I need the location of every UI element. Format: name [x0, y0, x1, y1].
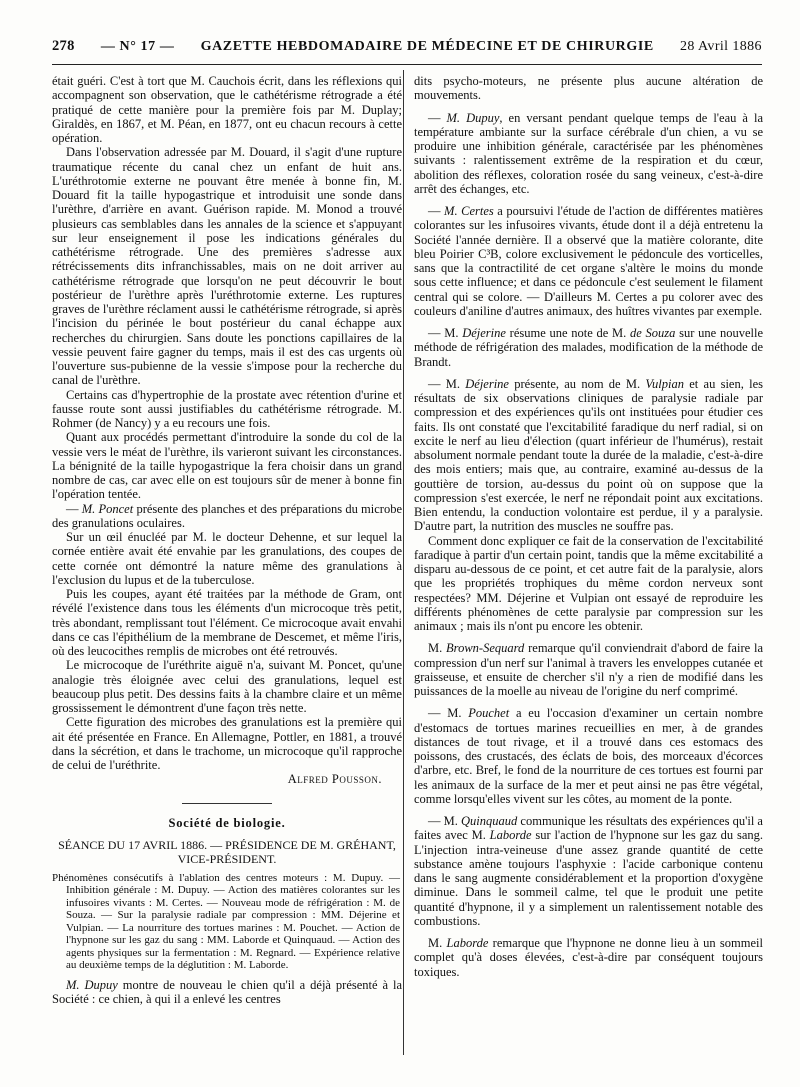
- issue-number: — N° 17 —: [100, 39, 175, 54]
- author-name: Vulpian: [645, 376, 684, 391]
- paragraph: [414, 204, 763, 318]
- author-name: Laborde: [446, 936, 489, 950]
- paragraph: Quant aux procédés permettant d'introduire la sonde du col de la vessie vers le méat de l'urèthre, ils varieront suivant les circonstances. La bénignité de la taille hypogastrique la fera choisir dans un grand nombre de cas, car avec elle on est toujours sûr de mener à bonne fin l'opération tentée.: [52, 430, 402, 502]
- paragraph: [414, 936, 763, 979]
- author-name: Déjerine: [462, 326, 506, 340]
- paragraph-text: communique les résultats des expériences qu'il a faites avec M.: [414, 814, 763, 843]
- paragraph: Cette figuration des microbes des granulations est la première qui ait été présentée en France. En Allemagne, Pottler, en 1881, a trouvé dans la sécrétion, et dans le trachome, un microcoque qu'il rapproche de celui de l'uréthrite.: [52, 715, 402, 772]
- section-title: Société de biologie.: [168, 815, 286, 830]
- paragraph: Sur un œil énucléé par M. le docteur Dehenne, et sur lequel la cornée entière avait été envahie par les granulations, des coupes de cette cornée ont démontré la nature même des granulations à l'exclusion du lupus et de la tuberculose.: [52, 530, 402, 587]
- paragraph: Le microcoque de l'uréthrite aiguë n'a, suivant M. Poncet, qu'une analogie très éloignée avec celui des granulations, lequel est beaucoup plus petit. Des dessins faits à la chambre claire et un même grossissement le démontrent d'une façon très nette.: [52, 658, 402, 715]
- header-rule: [52, 64, 762, 65]
- dash-prefix: — M.: [428, 706, 469, 721]
- page-number: 278: [52, 38, 75, 54]
- author-name: M. Dupuy: [446, 110, 500, 125]
- paragraph-text: résume une note de M.: [505, 326, 631, 340]
- paragraph-text: sur une nouvelle méthode de réfrigération des malades, modification de la méthode de Brandt.: [414, 326, 763, 369]
- paragraph-text: et au sien, les résultats de six observations cliniques de paralysie radiale par compression et des expériences qu'ils ont instituées pour étudier ces faits. Ils ont constaté que l'excitabilité faradique du nerf radial, si on excite le nerf au lieu d'élection (quart inférieur de l'humérus), restait absolument normale pendant toute la durée de la maladie, c'est-à-dire des mois entiers; mais que, au contraire, examiné au-dessus de la gouttière de torsion, au-dessus du point où on suppose que la compression s'est exercée, le nerf ne répondait point aux excitations. Bien entendu, la conduction volontaire est perdue, il y a paralysie. D'autre part, la nutrition des muscles ne souffre pas.: [414, 376, 763, 534]
- paragraph: [414, 641, 763, 698]
- sommaire: Phénomènes consécutifs à l'ablation des centres moteurs : M. Dupuy. — Inhibition générale : M. Dupuy. — Action des matières colorantes sur les infusoires vivants : M. Certes. — Nouveau mode de réfrigération : M. de Souza. — Sur la paralysie radiale par compression : MM. Déjerine et Vulpian. — La nourriture des tortues marines : M. Pouchet. — Action de l'hypnone sur les gaz du sang : MM. Laborde et Quinquaud. — Action des agents physiques sur la fermentation : M. Regnard. — Expérience relative au deuxième temps de la déglutition : M. Laborde.: [52, 871, 400, 972]
- author-name: Déjerine: [465, 376, 509, 391]
- author-name: M. Certes: [444, 204, 494, 218]
- author-signature: Alfred Pousson.: [287, 772, 382, 787]
- paragraph: [414, 814, 763, 928]
- paragraph-text: sur l'action de l'hypnone sur les gaz du sang. L'injection intra-veineuse d'une assez grande quantité de cette substance amène toujours l'asphyxie : l'acide carbonique contenu dans le sang augmente considérablement et la proportion d'oxygène diminue. Dans le sommeil calme, tel que le produit une petite quantité d'hypnone, il y a simplement un ralentissement notable des combustions.: [414, 828, 763, 928]
- dash-prefix: M.: [428, 641, 447, 656]
- paragraph: [52, 502, 402, 531]
- dash-prefix: —: [428, 110, 447, 125]
- author-name: Quinquaud: [461, 814, 518, 828]
- paragraph: [414, 111, 763, 197]
- author-name: M. Dupuy: [66, 977, 118, 992]
- signature: [52, 772, 382, 786]
- dash-prefix: —: [66, 501, 82, 516]
- dash-prefix: — M.: [428, 814, 462, 828]
- right-column: [414, 74, 763, 979]
- journal-title: GAZETTE HEBDOMADAIRE DE MÉDECINE ET DE CHIRURGIE: [200, 39, 654, 54]
- paragraph-text: présente des planches et des préparations du microbe des granulations oculaires.: [52, 501, 403, 530]
- paragraph-text: remarque que l'hypnone ne donne lieu à un sommeil complet qu'à doses élevées, c'est-à-dire par conséquent toujours toxiques.: [414, 936, 763, 979]
- paragraph-text: a poursuivi l'étude de l'action de différentes matières colorantes sur les infusoires vivants, étude dont il a déjà entretenu la Société l'année dernière. Il a observé que la matière colorante, dite bleu Poirier C³B, colore exclusivement le pédoncule des vorticelles, sans que la contractilité de cet organe s'altère le moins du monde sous cette influence; et dans ce pédoncule c'est seulement le filament central qui se colore. — D'ailleurs M. Certes a pu colorer avec des couleurs d'aniline d'autres animaux, des huîtres vivantes par exemple.: [414, 204, 763, 318]
- seance-heading: [52, 838, 402, 866]
- paragraph: Certains cas d'hypertrophie de la prostate avec rétention d'urine et fausse route sont aussi justifiables du cathétérisme rétrograde. M. Rohmer (de Nancy) y a eu recours une fois.: [52, 387, 402, 430]
- paragraph: [414, 706, 763, 806]
- author-name: Brown-Sequard: [446, 641, 525, 656]
- issue-date: 28 Avril 1886: [680, 39, 762, 54]
- seance-line: VICE-PRÉSIDENT.: [177, 851, 277, 866]
- seance-line: SÉANCE DU 17 AVRIL 1886. — PRÉSIDENCE DE M. GRÉHANT,: [58, 837, 396, 852]
- paragraph: [414, 377, 763, 534]
- section-divider: [182, 803, 272, 804]
- paragraph: Dans l'observation adressée par M. Douard, il s'agit d'une rupture traumatique récente du canal chez un enfant de huit ans. L'uréthrotomie externe ne pouvant être menée à bonne fin, M. Douard fit la taille hypogastrique et introduisit une sonde dans l'urèthre, d'arrière en avant. Guérison rapide. M. Monod a trouvé plusieurs cas semblables dans les annales de la science et s'appuyant sur leur enseignement il pose les indications générales du cathétérisme rétrograde. Une des premières s'adresse aux rétrécissements dits infranchissables, mais on ne doit arriver au cathétérisme rétrograde que lorsqu'on ne peut découvrir le bout postérieur de l'urèthre après l'uréthrotomie externe. Les ruptures graves de l'urèthre réclament aussi le cathétérisme rétrograde, si après l'incision du périnée le bout postérieur du canal échappe aux recherches du chirurgien. Sans doute les ponctions capillaires de la vessie peuvent faire gagner du temps, mais il est des cas urgents où l'ouverture sus-pubienne de la vessie s'impose pour la recherche du canal de l'urèthre.: [52, 145, 402, 388]
- paragraph: [414, 326, 763, 369]
- paragraph-text: montre de nouveau le chien qu'il a déjà présenté à la Société : ce chien, à qui il a enlevé les centres: [52, 977, 402, 1006]
- column-divider: [403, 70, 404, 1055]
- paragraph: était guéri. C'est à tort que M. Cauchois écrit, dans les réflexions qui accompagnent son observation, que le cathétérisme rétrograde a été pratiqué de cette manière pour la première fois par M. Duplay; Giraldès, en 1867, et M. Péan, en 1877, ont eu chacun recours à cette opération.: [52, 74, 402, 145]
- author-name: M. Poncet: [81, 501, 134, 516]
- paragraph-text: a eu l'occasion d'examiner un certain nombre d'estomacs de tortues marines recueillies en mer, à de grandes distances de tout rivage, et il a trouvé dans ces estomacs des poissons, des crustacés, des éclats de bois, des morceaux d'écorces d'arbre, etc. Bref, le fond de la nourriture de ces tortues est fourni par les animaux de la surface de la mer et peut ainsi ne pas être végétal, comme lorsqu'elles vivent sur les côtes, au moment de la ponte.: [414, 706, 763, 806]
- dash-prefix: —: [428, 204, 445, 218]
- page-header: [52, 38, 762, 55]
- author-name: de Souza: [630, 326, 676, 340]
- paragraph-text: présente, au nom de M.: [508, 376, 646, 391]
- dash-prefix: M.: [428, 936, 447, 950]
- author-name: Pouchet: [468, 706, 510, 721]
- paragraph: Comment donc expliquer ce fait de la conservation de l'excitabilité faradique à partir d'un certain point, tandis que la même excitabilité a disparu au-dessous de ce point, et cet autre fait de la paralysie, alors que les propriétés trophiques du même cordon nerveux sont respectées? MM. Déjerine et Vulpian ont essayé de reproduire les différents phénomènes de cette paralysie par compression sur les animaux ; mais ils n'ont pu encore les obtenir.: [414, 533, 763, 633]
- author-name: Laborde: [489, 828, 532, 843]
- paragraph-text: remarque qu'il conviendrait d'abord de faire la compression d'un nerf sur l'animal à travers les enveloppes cutanée et graisseuse, et ensuite de chercher s'il n'y a rien de modifié dans les puissances de la moelle au niveau de l'origine du nerf comprimé.: [414, 641, 763, 698]
- dash-prefix: — M.: [428, 326, 463, 340]
- paragraph-text: , en versant pendant quelque temps de l'eau à la température ambiante sur la surface cérébrale d'un chien, a vu se produire une inhibition générale, caractérisée par les phénomènes suivants : ralentissement extrême de la respiration et du cœur, abolition des réflexes, coloration rosée du sang veineux, c'est-à-dire arrêt des échanges, etc.: [414, 110, 763, 196]
- dash-prefix: — M.: [428, 376, 466, 391]
- paragraph: [52, 978, 402, 1007]
- paragraph: Puis les coupes, ayant été traitées par la méthode de Gram, ont révélé l'existence dans tous les éléments d'un microcoque très petit, très abondant, remplissant tout l'élément. Ce microcoque avait envahi dans ce cas l'épithélium de la membrane de Descemet, et même l'iris, où des leucocithes remplis de microbes ont été retrouvés.: [52, 587, 402, 658]
- paragraph: dits psycho-moteurs, ne présente plus aucune altération de mouvements.: [414, 74, 763, 103]
- left-column: [52, 74, 402, 1006]
